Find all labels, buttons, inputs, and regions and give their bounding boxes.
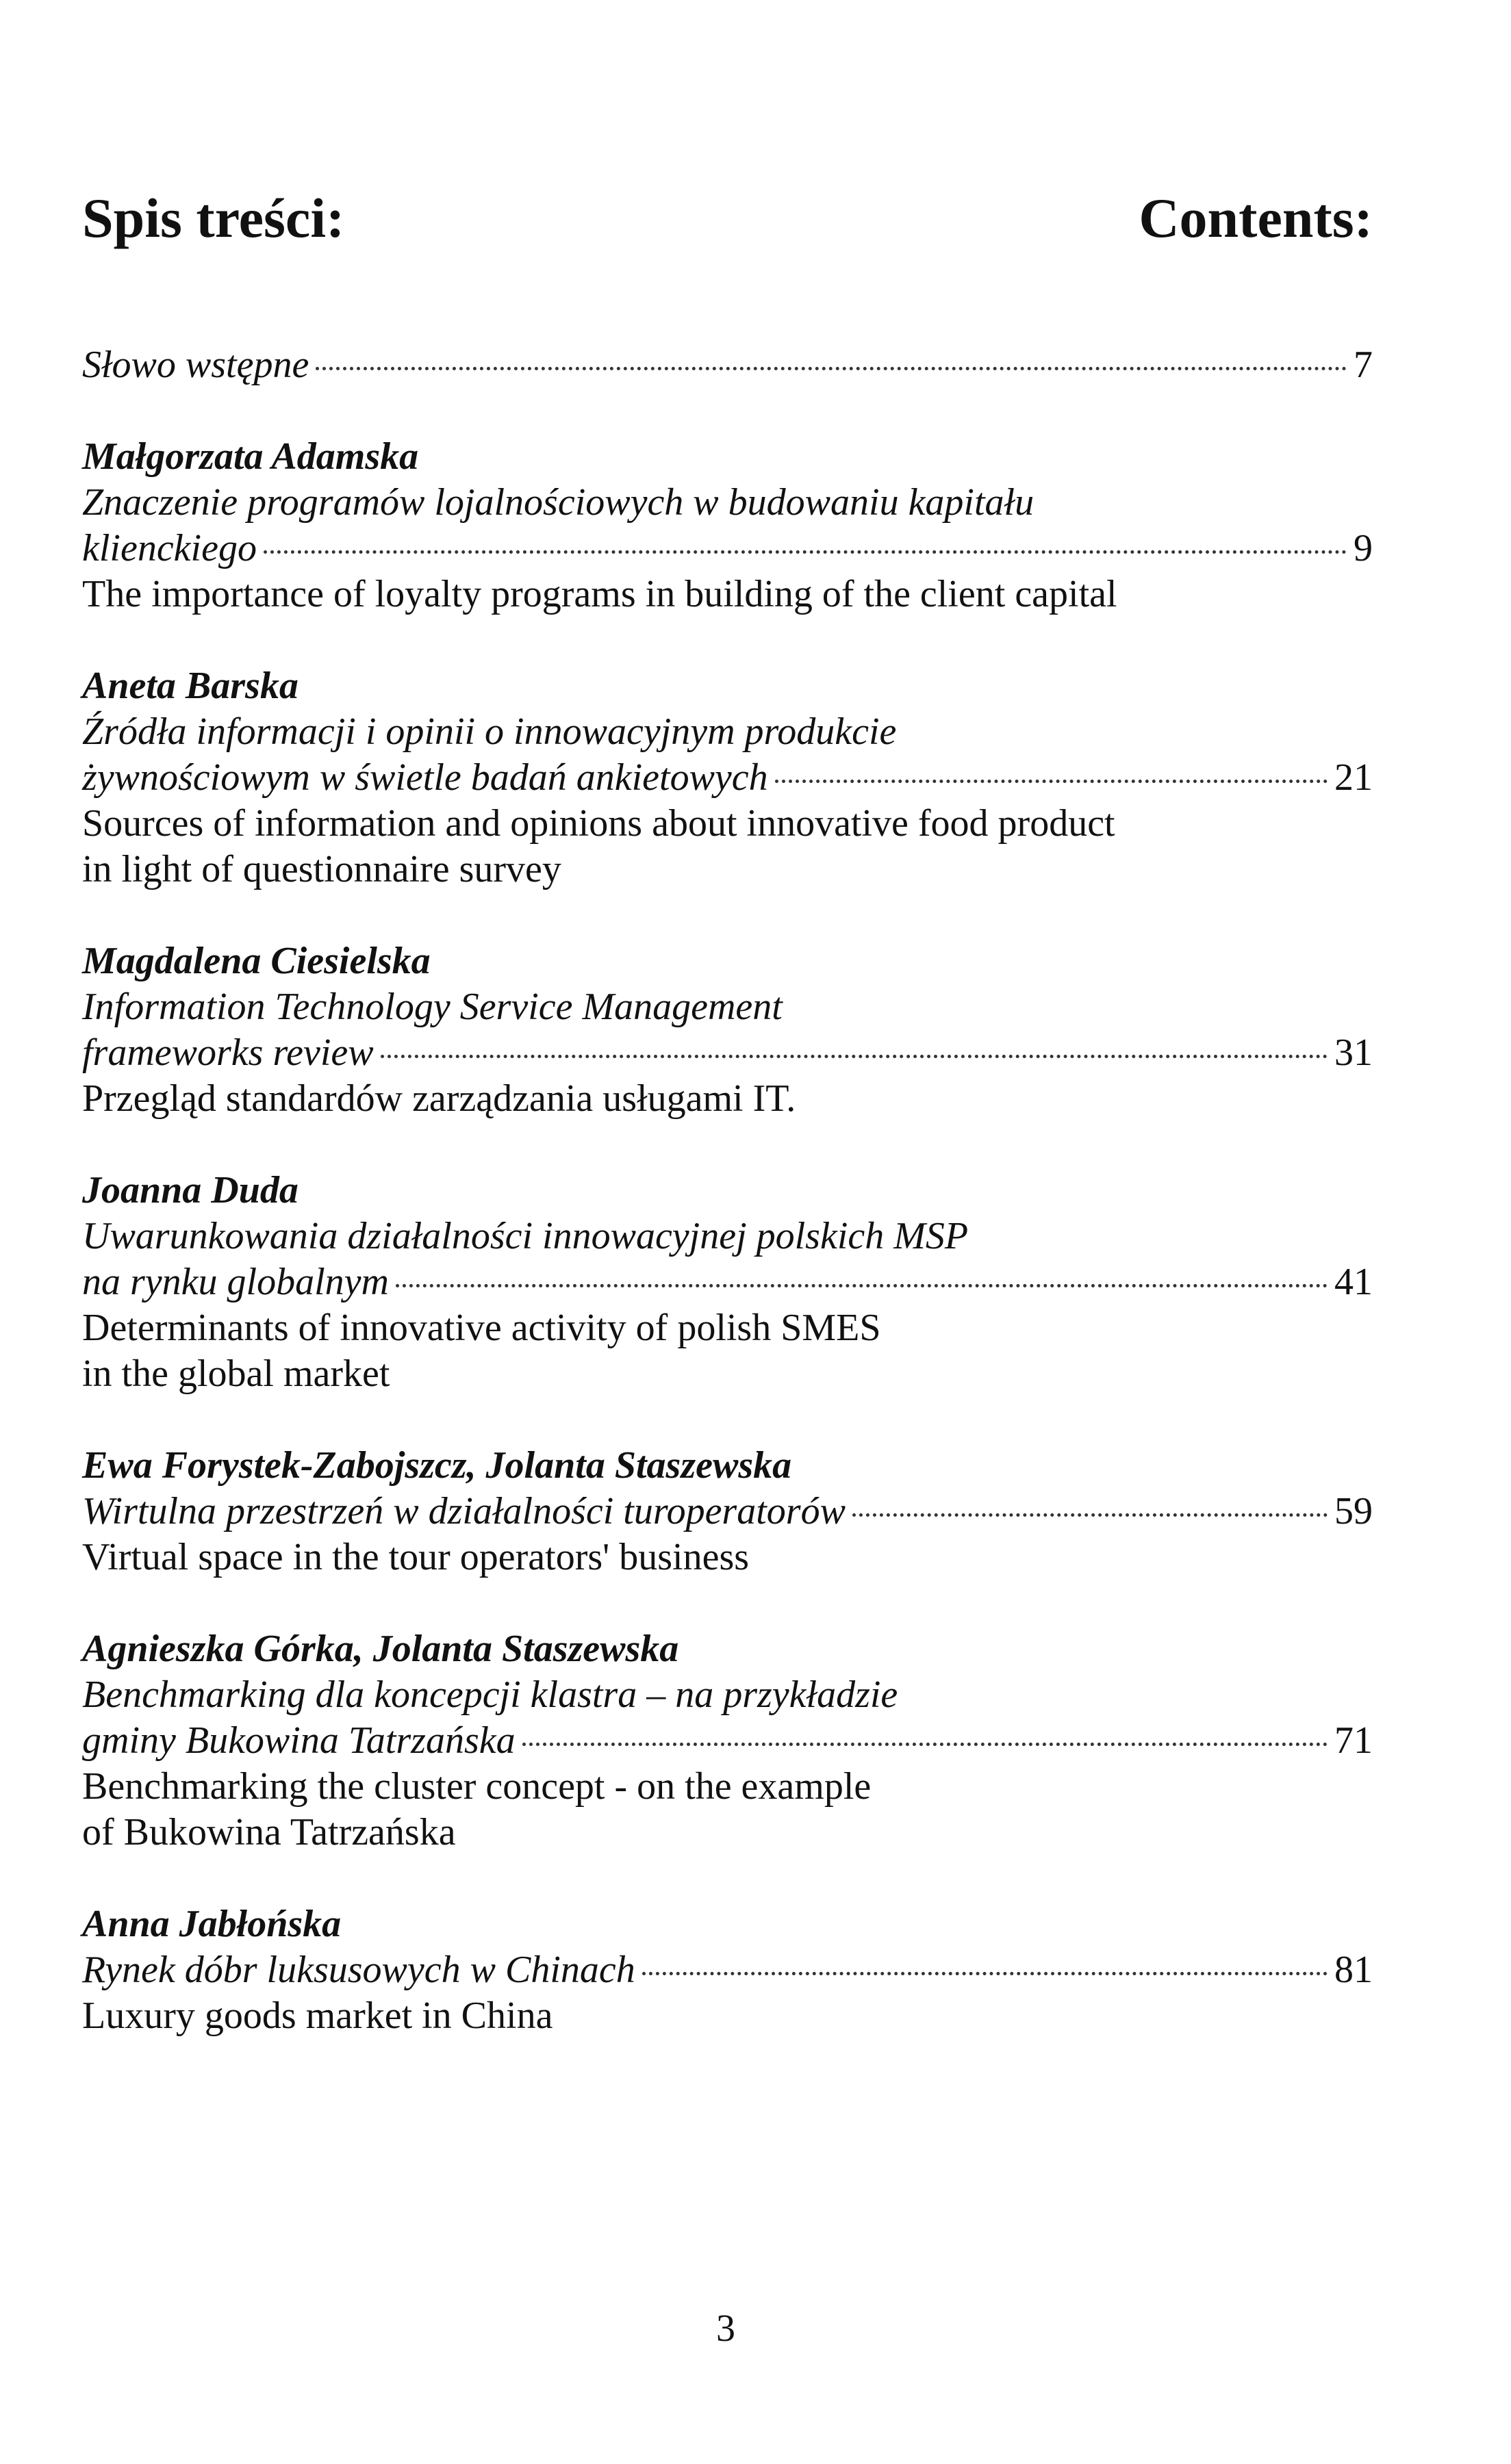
entry-title-pl-text: żywnościowym w świetle badań ankietowych bbox=[82, 756, 768, 799]
page-ref: 21 bbox=[1334, 756, 1373, 799]
table-of-contents bbox=[82, 342, 1373, 2039]
entry-authors: Ewa Forystek-Zabojszcz, Jolanta Staszewska bbox=[82, 1444, 792, 1487]
entry-title-pl-last bbox=[82, 1259, 1373, 1305]
entry-authors: Małgorzata Adamska bbox=[82, 435, 419, 478]
toc-entry bbox=[82, 1168, 1373, 1397]
entry-title-pl: Źródła informacji i opinii o innowacyjnym produkcie bbox=[82, 710, 897, 753]
entry-title-pl: Znaczenie programów lojalnościowych w budowaniu kapitału bbox=[82, 481, 1034, 524]
entry-title-pl: Uwarunkowania działalności innowacyjnej polskich MSP bbox=[82, 1215, 969, 1257]
title-english: Contents: bbox=[1139, 187, 1373, 249]
entry-title-en: of Bukowina Tatrzańska bbox=[82, 1811, 456, 1853]
entry-title-pl-last bbox=[82, 1718, 1373, 1764]
entry-title-pl-text: Wirtulna przestrzeń w działalności turoperatorów bbox=[82, 1490, 846, 1532]
entry-title-en: Luxury goods market in China bbox=[82, 1994, 553, 2037]
dot-leader bbox=[775, 780, 1328, 783]
entry-title-pl-text: na rynku globalnym bbox=[82, 1261, 389, 1303]
dot-leader bbox=[852, 1513, 1328, 1517]
entry-title-pl-last bbox=[82, 1947, 1373, 1993]
entry-authors: Anna Jabłońska bbox=[82, 1903, 342, 1945]
entry-title-pl-text: gminy Bukowina Tatrzańska bbox=[82, 1719, 516, 1762]
page-ref: 9 bbox=[1354, 527, 1373, 569]
toc-entry bbox=[82, 1901, 1373, 2039]
dot-leader bbox=[396, 1284, 1328, 1287]
page-ref: 59 bbox=[1334, 1490, 1373, 1532]
entry-title-pl: Benchmarking dla koncepcji klastra – na przykładzie bbox=[82, 1673, 898, 1716]
toc-entry bbox=[82, 434, 1373, 617]
title-polish: Spis treści: bbox=[82, 187, 345, 249]
entry-title-en: Benchmarking the cluster concept - on the example bbox=[82, 1765, 872, 1808]
preface-title: Słowo wstępne bbox=[82, 344, 309, 386]
entry-title-pl-text: frameworks review bbox=[82, 1031, 374, 1074]
entry-authors: Joanna Duda bbox=[82, 1169, 299, 1211]
page-ref: 81 bbox=[1334, 1949, 1373, 1991]
entry-title-en: Determinants of innovative activity of polish SMES bbox=[82, 1307, 881, 1349]
entry-title-en: Virtual space in the tour operators' business bbox=[82, 1536, 750, 1578]
page-ref: 41 bbox=[1334, 1261, 1373, 1303]
entry-title-en: Przegląd standardów zarządzania usługami IT. bbox=[82, 1077, 796, 1120]
entry-title-pl-last bbox=[82, 1489, 1373, 1535]
entry-title-en: in the global market bbox=[82, 1352, 390, 1395]
entry-authors: Agnieszka Górka, Jolanta Staszewska bbox=[82, 1628, 679, 1670]
entry-title-pl: Information Technology Service Management bbox=[82, 986, 783, 1028]
entry-title-pl-text: klienckiego bbox=[82, 527, 257, 569]
entry-authors: Aneta Barska bbox=[82, 665, 299, 707]
entry-title-en: in light of questionnaire survey bbox=[82, 848, 561, 890]
entry-title-pl-last bbox=[82, 526, 1373, 572]
entry-authors: Magdalena Ciesielska bbox=[82, 940, 431, 982]
page-number: 3 bbox=[716, 2307, 735, 2350]
toc-entry bbox=[82, 938, 1373, 1122]
entry-title-en: Sources of information and opinions about innovative food product bbox=[82, 802, 1115, 845]
page-ref: 31 bbox=[1334, 1031, 1373, 1074]
page-header bbox=[82, 186, 1373, 261]
toc-entry bbox=[82, 1626, 1373, 1856]
toc-entry bbox=[82, 1443, 1373, 1580]
entry-title-en: The importance of loyalty programs in building of the client capital bbox=[82, 573, 1117, 615]
entry-title-pl-last bbox=[82, 1030, 1373, 1076]
dot-leader bbox=[381, 1055, 1328, 1058]
entry-title-pl-last bbox=[82, 755, 1373, 801]
dot-leader bbox=[316, 367, 1347, 370]
dot-leader bbox=[642, 1972, 1328, 1975]
dot-leader bbox=[522, 1743, 1328, 1746]
toc-entry bbox=[82, 663, 1373, 893]
page-ref: 7 bbox=[1354, 344, 1373, 386]
page-ref: 71 bbox=[1334, 1719, 1373, 1762]
entry-title-pl-text: Rynek dóbr luksusowych w Chinach bbox=[82, 1949, 635, 1991]
dot-leader bbox=[264, 550, 1347, 554]
toc-preface bbox=[82, 342, 1373, 388]
